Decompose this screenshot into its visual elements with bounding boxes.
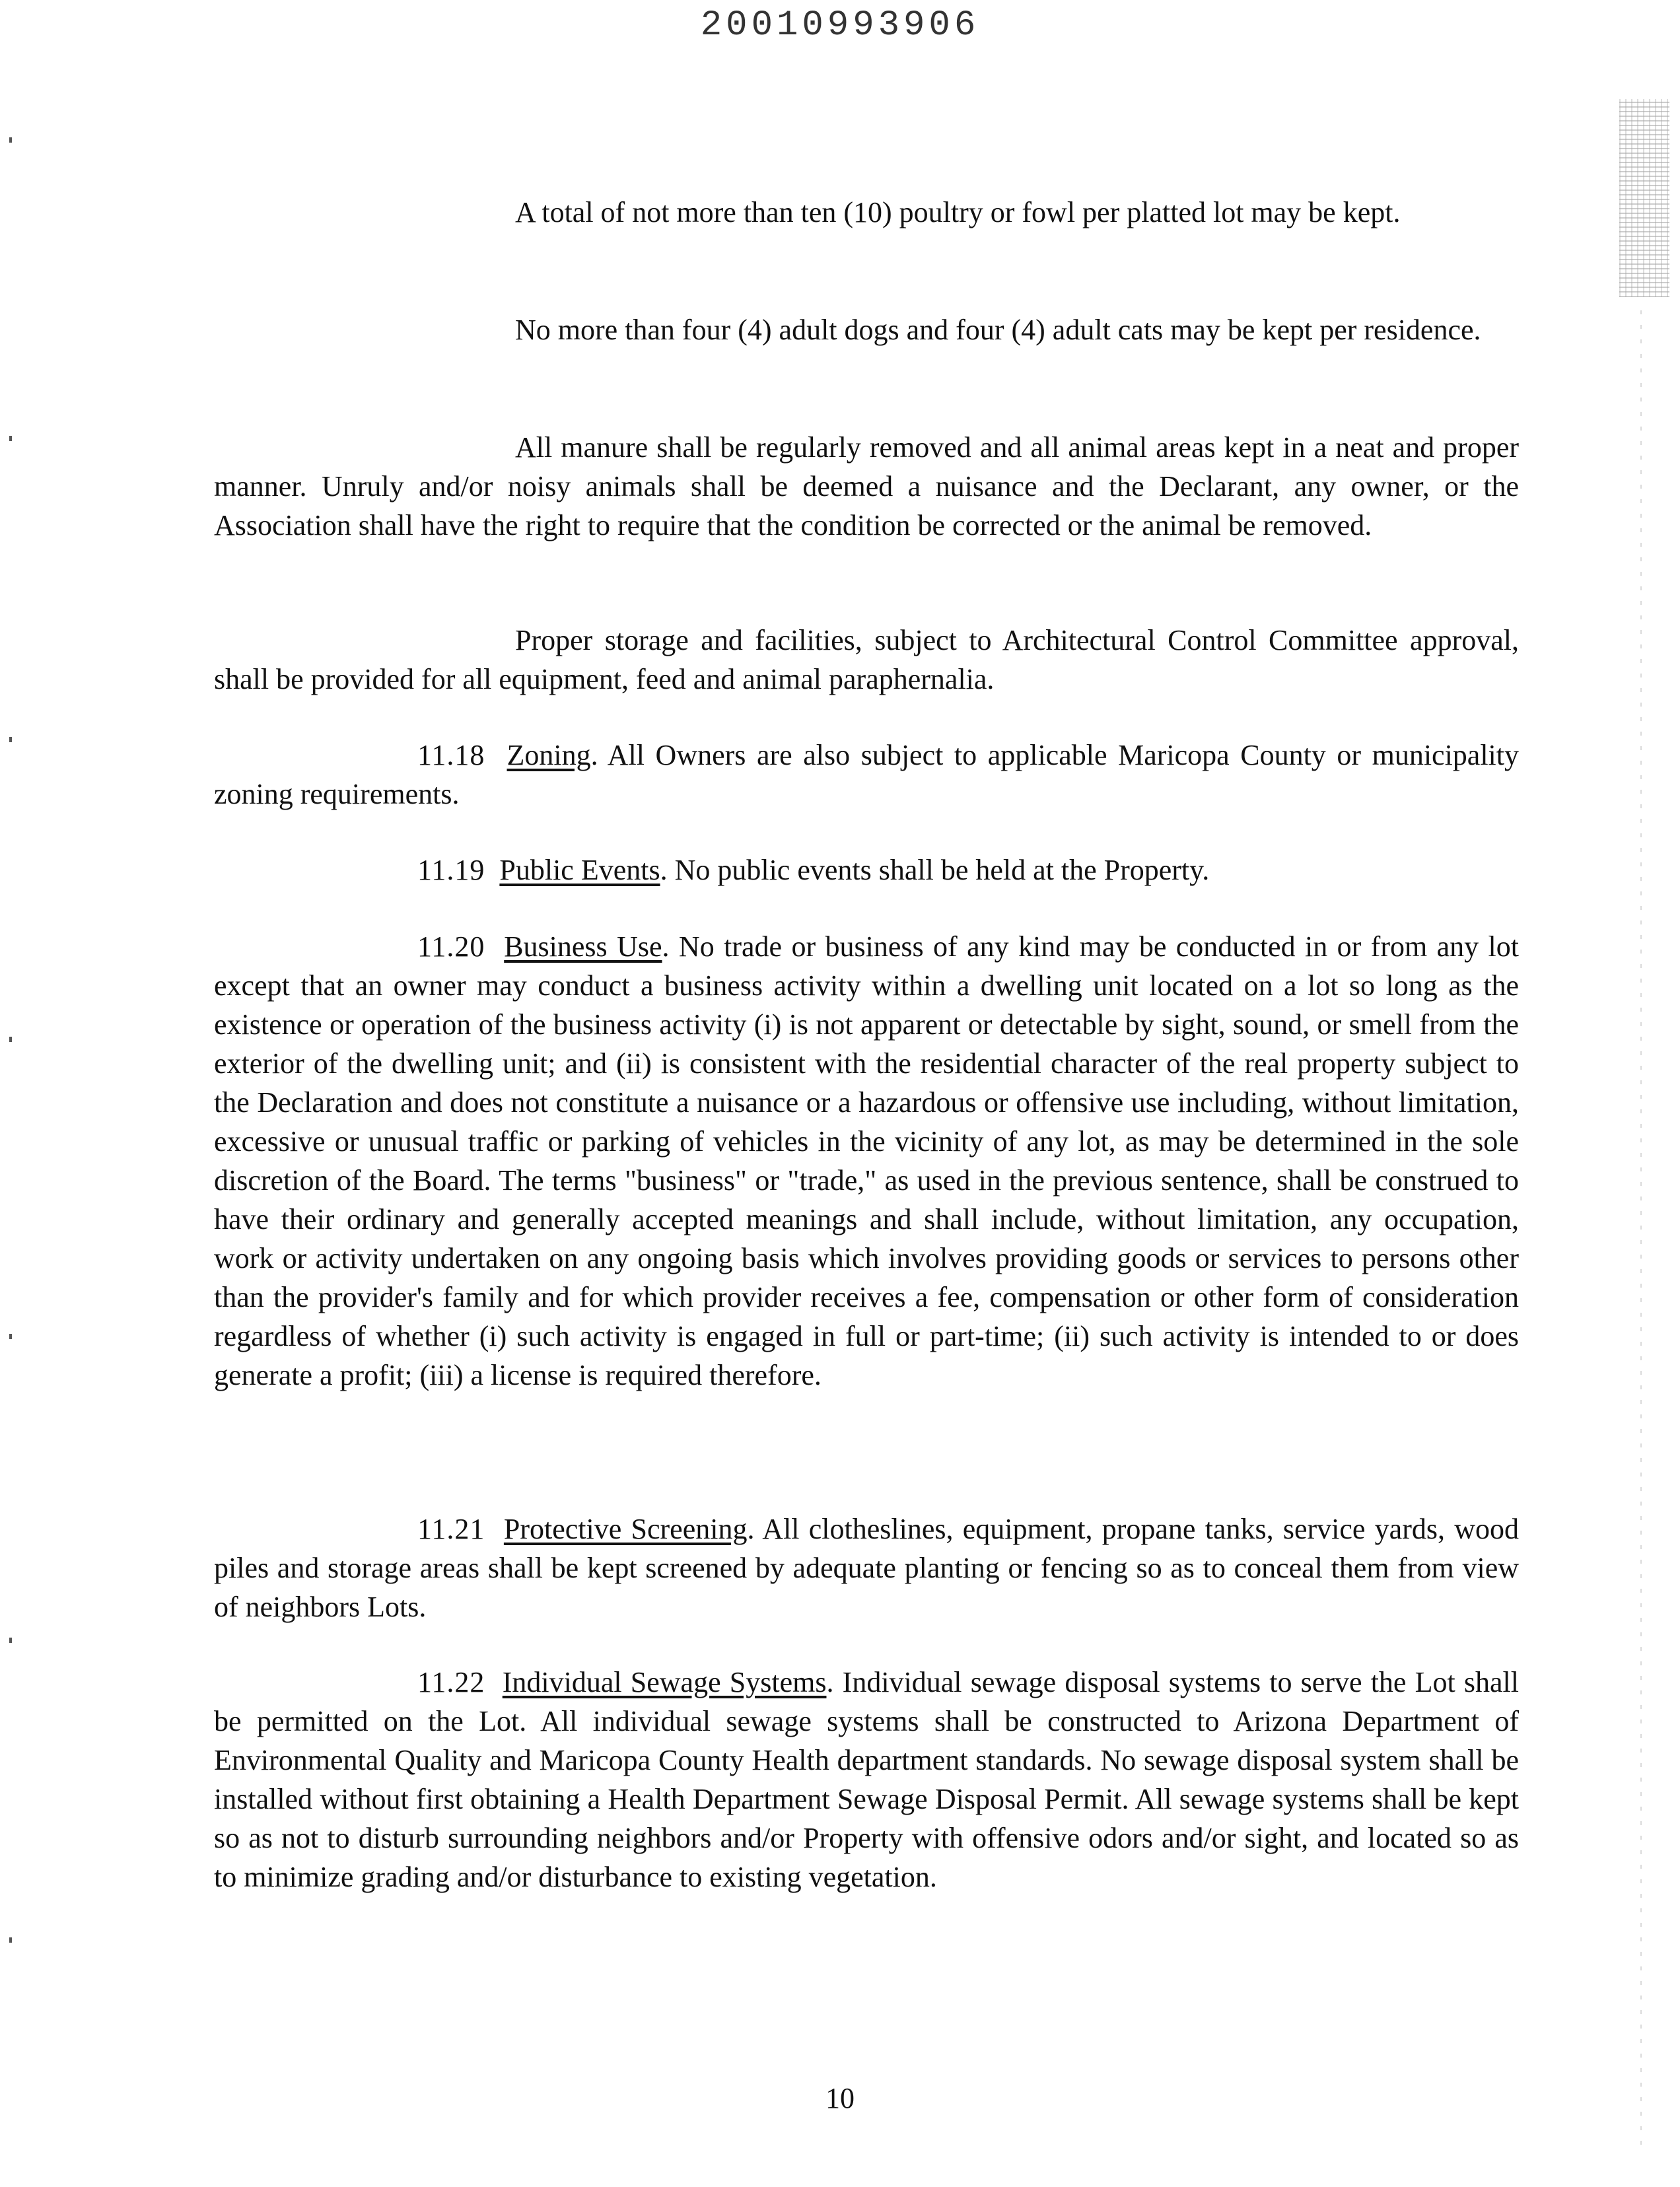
section-11-22 <box>214 1663 1519 1896</box>
recording-number: 20010993906 <box>700 5 980 46</box>
paragraph-manure: All manure shall be regularly removed and all animal areas kept in a neat and proper manner. Unruly and/or noisy animals shall be deemed a nuisance and the Declarant, any owner, or the Association shall have the right to require that the condition be corrected or the animal be removed. <box>214 431 1519 541</box>
section-11-20 <box>214 927 1519 1395</box>
paragraph-storage: Proper storage and facilities, subject to Architectural Control Committee approval, shall be provided for all equipment, feed and animal paraphernalia. <box>214 624 1519 695</box>
scan-margin-mark <box>9 1334 12 1339</box>
section-heading: Business Use <box>504 930 662 963</box>
scan-margin-mark <box>9 436 12 441</box>
section-11-18 <box>214 736 1519 814</box>
section-heading: Public Events <box>499 854 660 886</box>
section-11-19 <box>214 850 1519 889</box>
page-number: 10 <box>825 2082 855 2114</box>
section-heading: Individual Sewage Systems <box>502 1666 827 1698</box>
scan-margin-mark <box>9 737 12 742</box>
section-text: . All clotheslines, equipment, propane tanks, service yards, wood piles and storage areas shall be kept screened by adequate planting or fencing so as to conceal them from view of neighbors Lots. <box>214 1513 1519 1623</box>
section-11-21 <box>214 1510 1519 1626</box>
scan-stamp-strip <box>1619 99 1669 297</box>
section-number: 11.19 <box>417 854 485 886</box>
paragraph-poultry: A total of not more than ten (10) poultry or fowl per platted lot may be kept. <box>515 196 1401 228</box>
scan-margin-mark <box>9 1638 12 1643</box>
section-heading: Zoning <box>507 739 591 771</box>
scan-edge-line <box>1640 310 1642 2146</box>
section-number: 11.21 <box>417 1513 485 1545</box>
section-text: . No public events shall be held at the Property. <box>660 854 1210 886</box>
section-number: 11.22 <box>417 1666 485 1698</box>
section-text: . All Owners are also subject to applicable Maricopa County or municipality zoning requirements. <box>214 739 1519 810</box>
section-text: . No trade or business of any kind may be conducted in or from any lot except that an owner may conduct a business activity within a dwelling unit located on a lot so long as the existence or operation of the business activity (i) is not apparent or detectable by sight, sound, or smell from the exterior of the dwelling unit; and (ii) is consistent with the residential character of the real property subject to the Declaration and does not constitute a nuisance or a hazardous or offensive use including, without limitation, excessive or unusual traffic or parking of vehicles in the vicinity of any lot, as may be determined in the sole discretion of the Board. The terms "business" or "trade," as used in the previous sentence, shall be construed to have their ordinary and generally accepted meanings and shall include, without limitation, any occupation, work or activity undertaken on any ongoing basis which involves providing goods or services to persons other than the provider's family and for which provider receives a fee, compensation or other form of consideration regardless of whether (i) such activity is engaged in full or part-time; (ii) such activity is intended to or does generate a profit; (iii) a license is required therefore. <box>214 930 1520 1391</box>
scan-margin-mark <box>9 137 12 143</box>
scan-margin-mark <box>9 1037 12 1042</box>
section-heading: Protective Screening <box>503 1513 748 1545</box>
section-number: 11.18 <box>417 739 485 771</box>
scan-margin-mark <box>9 1937 12 1943</box>
paragraph-dogs-cats: No more than four (4) adult dogs and four (4) adult cats may be kept per residence. <box>515 314 1481 346</box>
section-number: 11.20 <box>417 930 485 963</box>
section-text: . Individual sewage disposal systems to serve the Lot shall be permitted on the Lot. All individual sewage systems shall be constructed to Arizona Department of Environmental Quality and Maricopa County Health department standards. No sewage disposal system shall be installed without first obtaining a Health Department Sewage Disposal Permit. All sewage systems shall be kept so as not to disturb surrounding neighbors and/or Property with offensive odors and/or sight, and located so as to minimize grading and/or disturbance to existing vegetation. <box>214 1666 1520 1893</box>
